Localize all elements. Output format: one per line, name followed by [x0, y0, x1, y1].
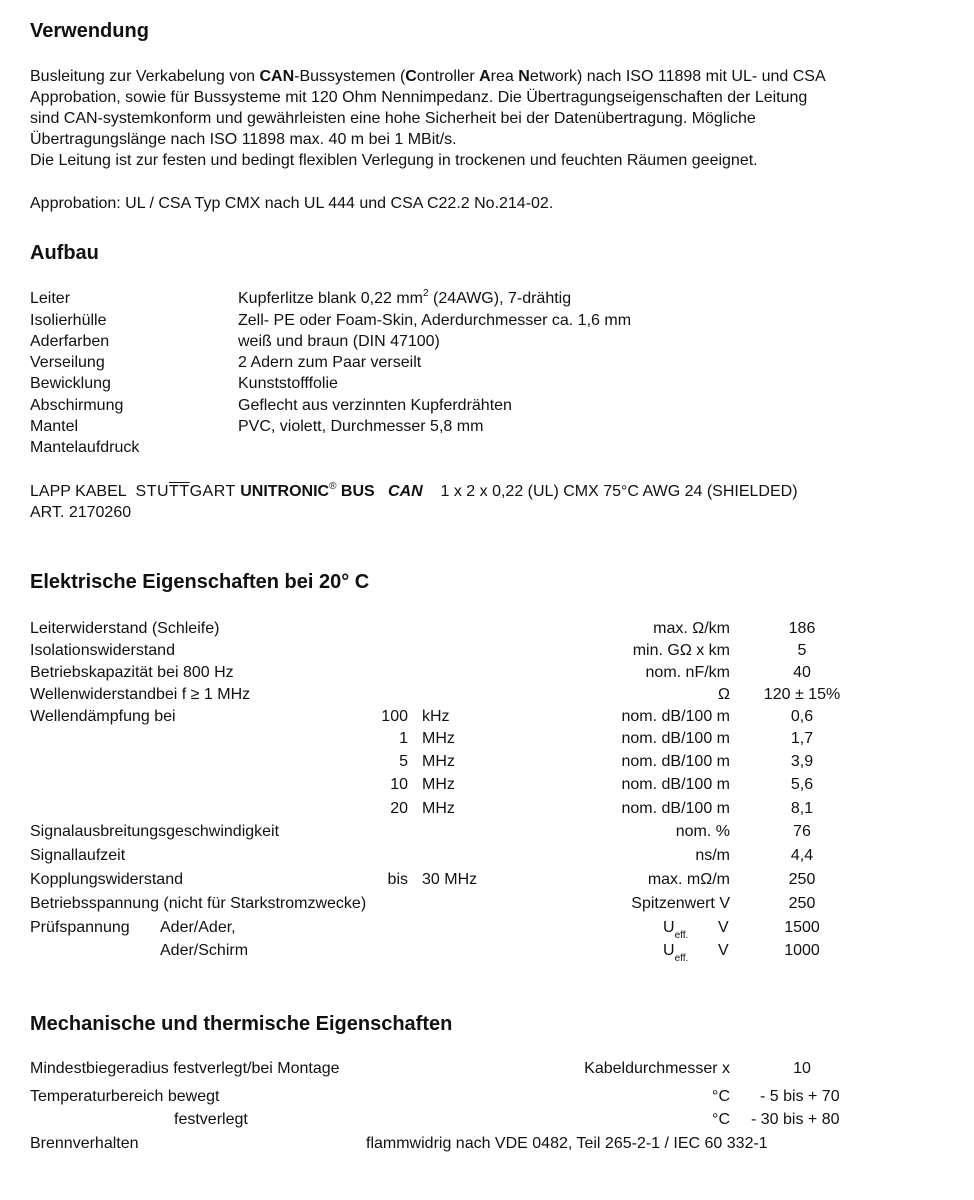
aufbau-label: Bewicklung: [30, 375, 111, 392]
biegeradius-label: Mindestbiegeradius festverlegt/bei Montage: [30, 1060, 340, 1077]
aufbau-value: Kunststofffolie: [238, 375, 338, 392]
elektrisch-unit: max. mΩ/m: [647, 871, 730, 888]
elektrisch-unit: ns/m: [695, 847, 730, 864]
temperatur-value-1: - 5 bis + 70: [760, 1088, 840, 1105]
elektrisch-unit: Spitzenwert V: [631, 895, 730, 912]
verwendung-paragraph: [30, 66, 955, 171]
verwendung-line-2: Approbation, sowie für Bussysteme mit 120 Ohm Nennimpedanz. Die Übertragungseigenschaften der Leitung: [30, 89, 808, 106]
elektrisch-value: 120 ± 15%: [763, 686, 841, 703]
elektrisch-value: 8,1: [790, 800, 814, 817]
aufbau-value: Zell- PE oder Foam-Skin, Aderdurchmesser ca. 1,6 mm: [238, 312, 632, 329]
brennverhalten-label: Brennverhalten: [30, 1135, 139, 1152]
elektrisch-frequency-number: 10: [390, 776, 408, 793]
elektrisch-frequency-unit: 30 MHz: [422, 871, 478, 888]
elektrisch-unit: nom. nF/km: [645, 664, 730, 681]
pruefspannung-ader-ader: Ader/Ader,: [160, 919, 236, 936]
elektrisch-value: 76: [793, 823, 811, 840]
elektrisch-unit: nom. dB/100 m: [621, 708, 730, 725]
temperatur-unit-2: °C: [712, 1111, 730, 1128]
elektrisch-label: Kopplungswiderstand: [30, 871, 183, 888]
elektrisch-value: 0,6: [790, 708, 814, 725]
aufbau-value: 2 Adern zum Paar verseilt: [238, 354, 422, 371]
elektrisch-value: 3,9: [790, 753, 814, 770]
pruef-unit-1: $U_{eff.}$: [663, 919, 689, 942]
elektrisch-label: Wellenwiderstandbei f ≥ 1 MHz: [30, 686, 251, 703]
elektrisch-value: 40: [793, 664, 811, 681]
elektrisch-frequency-unit: MHz: [422, 776, 455, 793]
elektrisch-frequency-number: 5: [399, 753, 408, 770]
elektrisch-frequency-unit: MHz: [422, 730, 455, 747]
aufbau-label: Abschirmung: [30, 397, 124, 414]
pruefspannung-label: Prüfspannung: [30, 919, 130, 936]
elektrisch-unit: nom. dB/100 m: [621, 753, 730, 770]
verwendung-line-5: Die Leitung ist zur festen und bedingt flexiblen Verlegung in trockenen und feuchten Räumen geeignet.: [30, 152, 758, 169]
elektrisch-label: Isolationswiderstand: [30, 642, 175, 659]
elektrisch-frequency-number: 1: [399, 730, 408, 747]
article-number: ART. 2170260: [30, 504, 132, 521]
pruef-v-2: V: [718, 942, 729, 959]
pruefspannung-ader-schirm: Ader/Schirm: [160, 942, 249, 959]
mantelaufdruck-print: LAPP KABEL $STU\overline{TT}GART$ UNITRONIC® BUS CAN 1 x 2 x 0,22 (UL) CMX 75°C AWG 24 (SHIELDED): [30, 480, 798, 500]
elektrisch-value: 1,7: [790, 730, 814, 747]
heading-mechanisch: Mechanische und thermische Eigenschaften: [30, 1013, 453, 1035]
elektrisch-unit: min. GΩ x km: [632, 642, 730, 659]
elektrisch-label: Signallaufzeit: [30, 847, 126, 864]
aufbau-label: Leiter: [30, 290, 71, 307]
elektrisch-label: Signalausbreitungsgeschwindigkeit: [30, 823, 280, 840]
pruef-v-1: V: [718, 919, 729, 936]
elektrisch-frequency-unit: MHz: [422, 800, 455, 817]
elektrisch-unit: max. Ω/km: [653, 620, 730, 637]
elektrisch-frequency-number: bis: [387, 871, 408, 888]
pruef-value-1: 1500: [784, 919, 820, 936]
verwendung-line-3: sind CAN-systemkonform und gewährleisten eine hohe Sicherheit bei der Datenübertragung. Mögliche: [30, 110, 756, 127]
biegeradius-unit: Kabeldurchmesser x: [584, 1060, 730, 1077]
verwendung-line-4: Übertragungslänge nach ISO 11898 max. 40 m bei 1 MBit/s.: [30, 131, 457, 148]
aufbau-label: Isolierhülle: [30, 312, 107, 329]
temperatur-value-2: - 30 bis + 80: [751, 1111, 840, 1128]
elektrisch-label: Leiterwiderstand (Schleife): [30, 620, 220, 637]
pruef-value-2: 1000: [784, 942, 820, 959]
aufbau-value: Geflecht aus verzinnten Kupferdrähten: [238, 397, 512, 414]
elektrisch-unit: Ω: [718, 686, 730, 703]
elektrisch-value: 250: [788, 895, 816, 912]
heading-aufbau: Aufbau: [30, 242, 99, 264]
temperatur-label: Temperaturbereich bewegt: [30, 1088, 220, 1105]
elektrisch-frequency-number: 20: [390, 800, 408, 817]
elektrisch-unit: nom. dB/100 m: [621, 776, 730, 793]
verwendung-line-1: Busleitung zur Verkabelung von CAN-Bussystemen (Controller Area Network) nach ISO 11898 mit UL- und CSA: [30, 68, 826, 85]
aufbau-label: Mantel: [30, 418, 79, 435]
elektrisch-label: Betriebskapazität bei 800 Hz: [30, 664, 234, 681]
elektrisch-frequency-number: 100: [381, 708, 408, 725]
elektrisch-frequency-unit: MHz: [422, 753, 455, 770]
pruef-unit-2: $U_{eff.}$: [663, 942, 689, 965]
aufbau-label: Mantelaufdruck: [30, 439, 140, 456]
elektrisch-value: 4,4: [790, 847, 814, 864]
elektrisch-unit: nom. dB/100 m: [621, 730, 730, 747]
elektrisch-label: Wellendämpfung bei: [30, 708, 176, 725]
temperatur-unit-1: °C: [712, 1088, 730, 1105]
elektrisch-value: 5: [797, 642, 807, 659]
biegeradius-value: 10: [793, 1060, 811, 1077]
elektrisch-unit: nom. dB/100 m: [621, 800, 730, 817]
elektrisch-label: Betriebsspannung (nicht für Starkstromzwecke): [30, 895, 367, 912]
temperatur-label-2: festverlegt: [174, 1111, 248, 1128]
aufbau-value: PVC, violett, Durchmesser 5,8 mm: [238, 418, 484, 435]
elektrisch-frequency-unit: kHz: [422, 708, 450, 725]
heading-verwendung: Verwendung: [30, 20, 149, 42]
elektrisch-value: 5,6: [790, 776, 814, 793]
elektrisch-value: 186: [788, 620, 816, 637]
aufbau-label: Verseilung: [30, 354, 105, 371]
brennverhalten-value: flammwidrig nach VDE 0482, Teil 265-2-1 / IEC 60 332-1: [366, 1135, 768, 1152]
aufbau-label: Aderfarben: [30, 333, 110, 350]
elektrisch-unit: nom. %: [675, 823, 730, 840]
approbation-text: Approbation: UL / CSA Typ CMX nach UL 444 und CSA C22.2 No.214-02.: [30, 195, 554, 212]
aufbau-value: weiß und braun (DIN 47100): [238, 333, 440, 350]
heading-elektrisch: Elektrische Eigenschaften bei 20° C: [30, 571, 370, 593]
aufbau-value: Kupferlitze blank 0,22 $mm^2$ (24AWG), 7-drähtig: [238, 287, 572, 307]
elektrisch-value: 250: [788, 871, 816, 888]
